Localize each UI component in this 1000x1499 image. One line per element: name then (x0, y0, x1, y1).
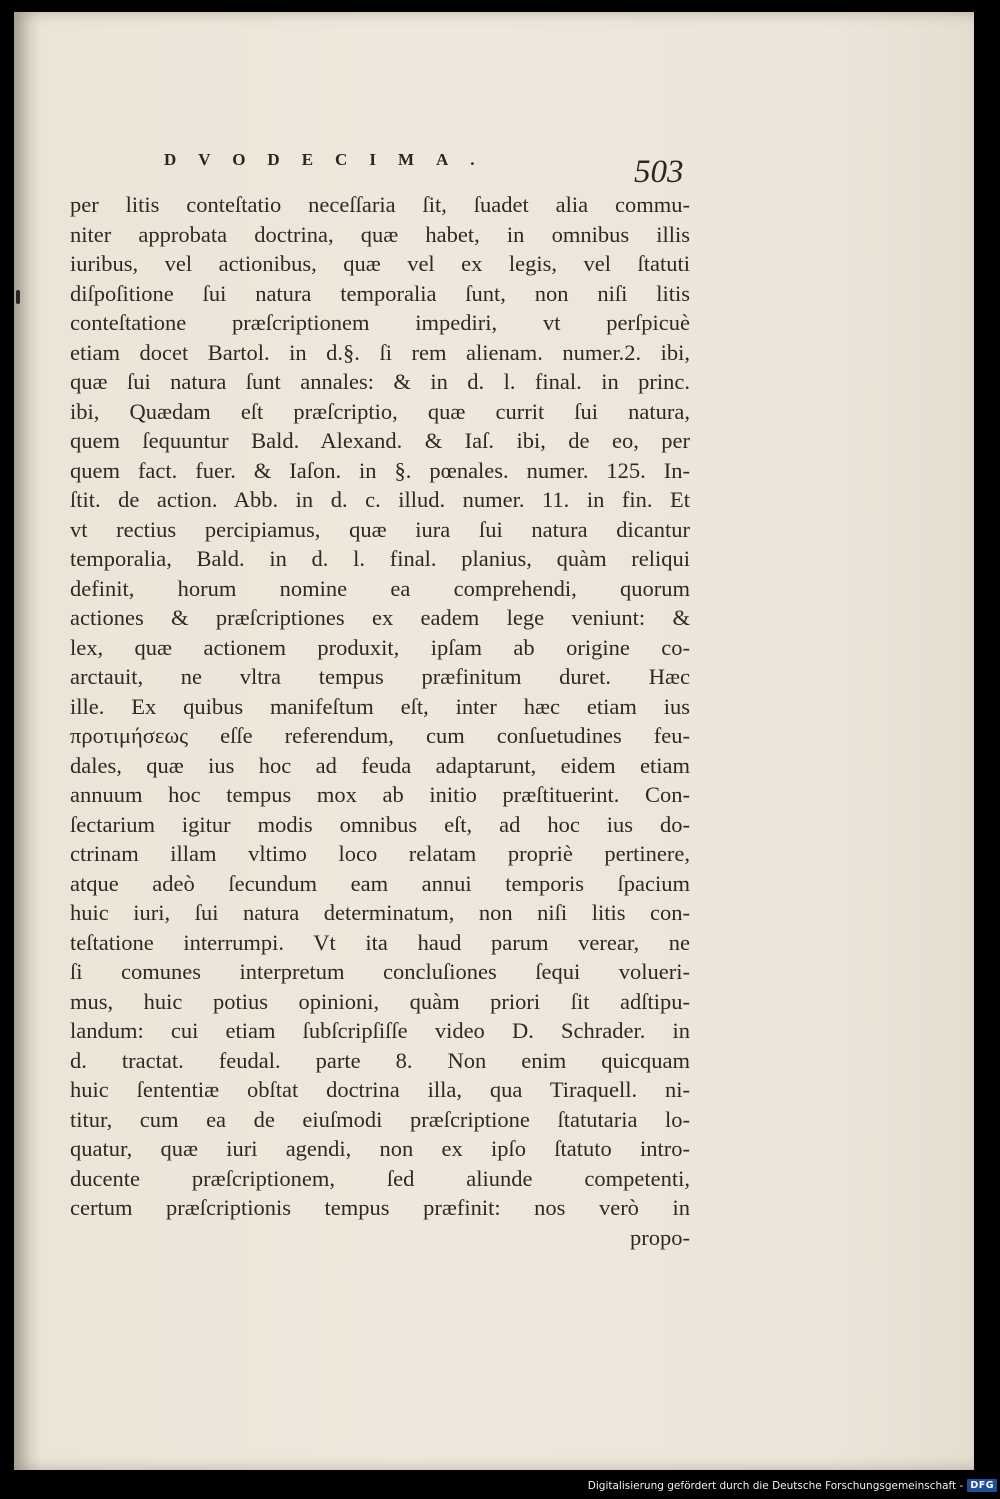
text-line: ibi, Quædam eſt præſcriptio, quæ currit ſui natura, (70, 398, 690, 424)
page-edge-mark (16, 290, 20, 304)
text-line: quem ſequuntur Bald. Alexand. & Iaſ. ibi, de eo, per (70, 428, 690, 453)
text-line: titur, cum ea de eiuſmodi præſcriptione ſtatutaria lo- (70, 1106, 690, 1132)
text-line: arctauit, ne vltra tempus præfinitum duret. Hæc (70, 664, 690, 689)
text-line: d. tractat. feudal. parte 8. Non enim quicquam (70, 1047, 690, 1073)
footer-credit (588, 1479, 997, 1492)
text-line: ſectarium igitur modis omnibus eſt, ad hoc ius do- (70, 811, 690, 837)
text-line: ille. Ex quibus manifeſtum eſt, inter hæc etiam ius (70, 693, 690, 719)
book-page (14, 12, 974, 1470)
catchword: propo- (630, 1224, 690, 1250)
text-line: diſpoſitione ſui natura temporalia ſunt, non niſi litis (70, 280, 690, 306)
text-line: atque adeò ſecundum eam annui temporis ſpacium (70, 870, 690, 896)
text-line: ſtit. de action. Abb. in d. c. illud. numer. 11. in fin. Et (70, 487, 690, 512)
text-line: definit, horum nomine ea comprehendi, quorum (70, 575, 690, 601)
body-text (70, 190, 690, 1252)
text-line: quæ ſui natura ſunt annales: & in d. l. final. in princ. (70, 369, 690, 394)
text-line: vt rectius percipiamus, quæ iura ſui natura dicantur (70, 516, 690, 542)
text-line: actiones & præſcriptiones ex eadem lege veniunt: & (70, 605, 690, 630)
text-line: ducente præſcriptionem, ſed aliunde competenti, (70, 1165, 690, 1191)
running-head: DVODECIMA. (164, 150, 497, 169)
text-line: ſi comunes interpretum concluſiones ſequi volueri- (70, 959, 690, 984)
text-line: mus, huic potius opinioni, quàm priori ſit adſtipu- (70, 988, 690, 1014)
text-line: quatur, quæ iuri agendi, non ex ipſo ſtatuto intro- (70, 1136, 690, 1161)
dfg-logo: DFG (967, 1479, 997, 1492)
text-line: lex, quæ actionem produxit, ipſam ab origine co- (70, 634, 690, 660)
text-line: landum: cui etiam ſubſcripſiſſe video D. Schrader. in (70, 1018, 690, 1043)
text-line: huic iuri, ſui natura determinatum, non niſi litis con- (70, 900, 690, 925)
text-line: huic ſententiæ obſtat doctrina illa, qua Tiraquell. ni- (70, 1077, 690, 1102)
text-line: quem fact. fuer. & Iaſon. in §. pœnales. numer. 125. In- (70, 457, 690, 483)
text-line: certum præſcriptionis tempus præfinit: nos verò in (70, 1195, 690, 1220)
text-line: temporalia, Bald. in d. l. final. planius, quàm reliqui (70, 546, 690, 571)
text-line: conteſtatione præſcriptionem impediri, vt perſpicuè (70, 310, 690, 335)
text-line: niter approbata doctrina, quæ habet, in omnibus illis (70, 221, 690, 247)
text-line: per litis conteſtatio neceſſaria ſit, ſuadet alia commu- (70, 192, 690, 217)
page-number: 503 (634, 154, 684, 190)
text-line: dales, quæ ius hoc ad feuda adaptarunt, eidem etiam (70, 752, 690, 778)
text-line: annuum hoc tempus mox ab initio præſtituerint. Con- (70, 782, 690, 807)
text-line: teſtatione interrumpi. Vt ita haud parum verear, ne (70, 929, 690, 955)
text-line: ctrinam illam vltimo loco relatam propriè pertinere, (70, 841, 690, 866)
text-line: etiam docet Bartol. in d.§. ſi rem alienam. numer.2. ibi, (70, 339, 690, 365)
text-line: iuribus, vel actionibus, quæ vel ex legis, vel ſtatuti (70, 251, 690, 276)
footer-text: Digitalisierung gefördert durch die Deutsche Forschungsgemeinschaft - (587, 1479, 964, 1492)
text-line: προτιμήσεως eſſe referendum, cum conſuetudines feu- (70, 723, 690, 748)
